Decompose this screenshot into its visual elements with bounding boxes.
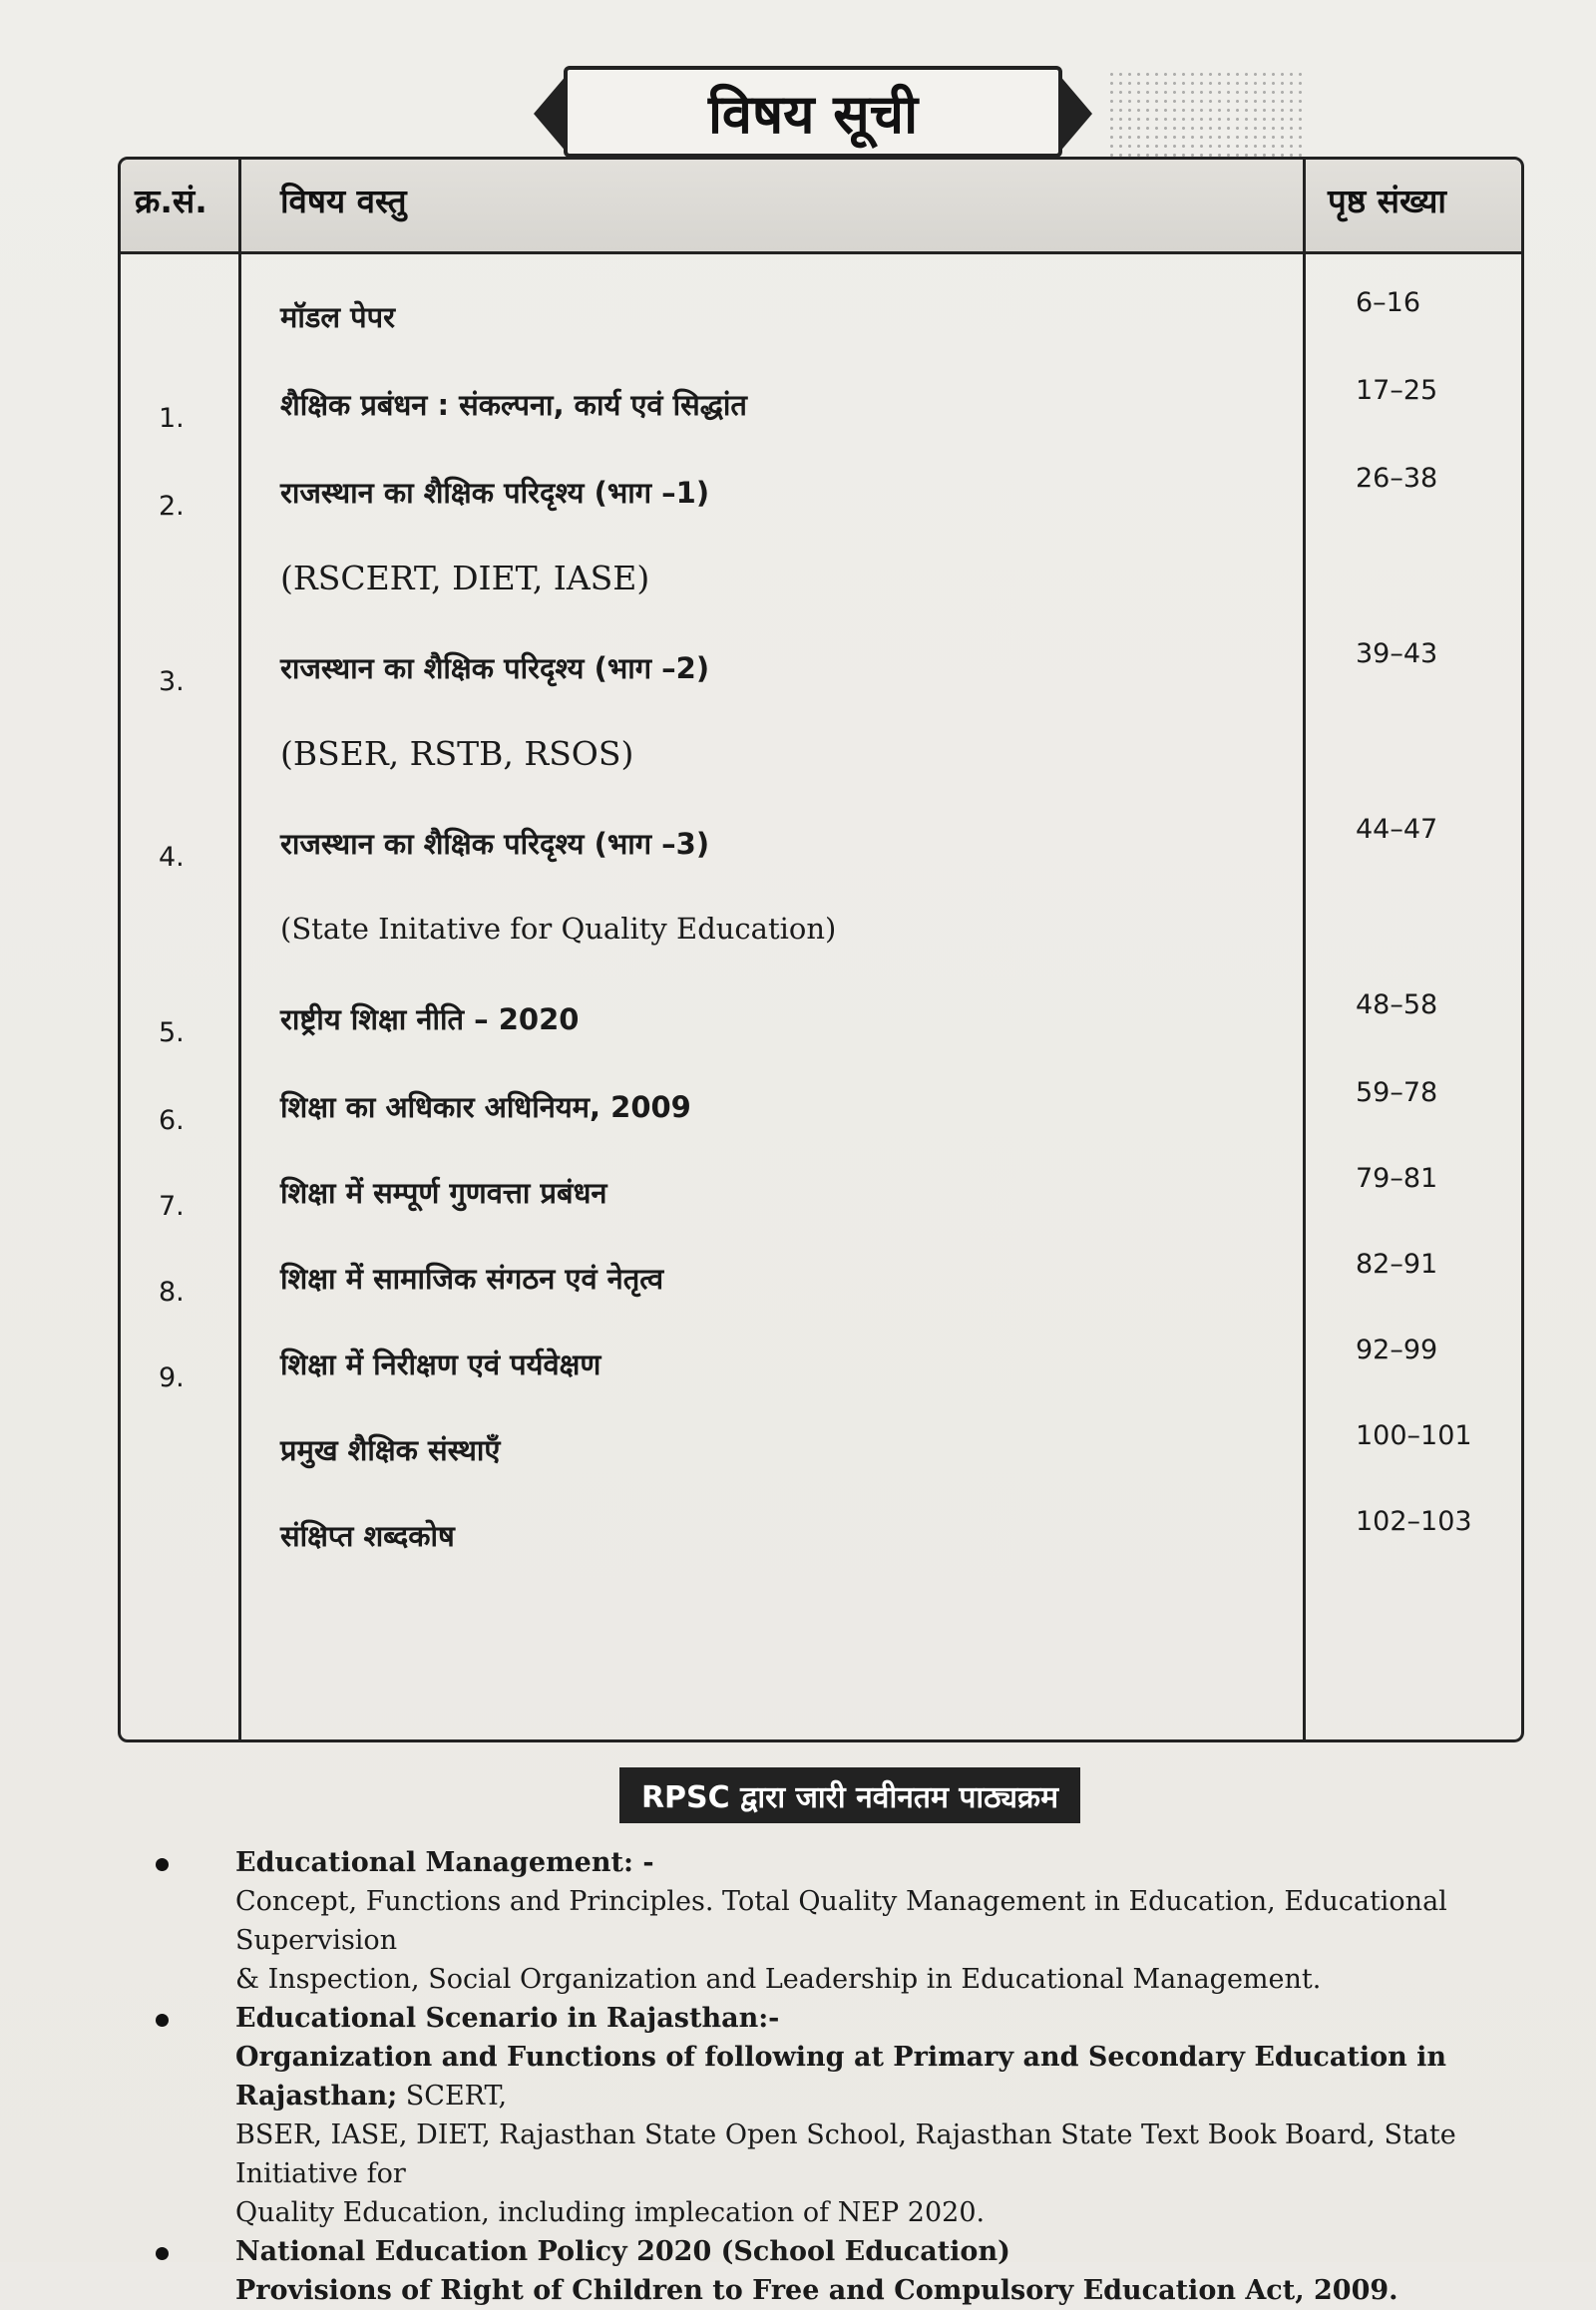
syllabus-line: Quality Education, including implecation of NEP 2020. xyxy=(235,2197,986,2228)
syllabus-item xyxy=(150,2232,1546,2310)
row-title: संक्षिप्त शब्दकोष xyxy=(280,1519,455,1553)
table-row xyxy=(121,1420,1521,1490)
syllabus-line: Provisions of Right of Children to Free and Compulsory Education Act, 2009. xyxy=(235,2275,1398,2306)
syllabus-line: BSER, IASE, DIET, Rajasthan State Open School, Rajasthan State Text Book Board, State Initiative for xyxy=(235,2119,1456,2189)
table-row xyxy=(121,989,1521,1059)
row-page: 100–101 xyxy=(1356,1420,1472,1451)
halftone-dots-decoration xyxy=(1107,70,1307,170)
page-title: विषय सूची xyxy=(707,83,919,146)
row-title: (BSER, RSTB, RSOS) xyxy=(280,734,634,773)
row-number: 3. xyxy=(159,666,185,697)
syllabus-line: & Inspection, Social Organization and Leadership in Educational Management. xyxy=(235,1964,1322,1995)
row-title: राजस्थान का शैक्षिक परिदृश्य (भाग –3) xyxy=(280,827,710,861)
header-page: पृष्ठ संख्या xyxy=(1328,182,1446,220)
row-title: (RSCERT, DIET, IASE) xyxy=(280,559,650,597)
table-row xyxy=(121,1506,1521,1576)
row-page: 6–16 xyxy=(1356,287,1421,318)
syllabus-line xyxy=(235,2038,1546,2116)
row-page: 17–25 xyxy=(1356,375,1438,406)
row-page: 39–43 xyxy=(1356,638,1438,669)
row-number: 1. xyxy=(159,403,185,434)
row-number: 9. xyxy=(159,1362,185,1393)
right-arrow-decoration xyxy=(1058,74,1092,154)
table-row xyxy=(121,1077,1521,1147)
table-row xyxy=(121,287,1521,357)
syllabus-item xyxy=(150,1999,1546,2232)
title-box xyxy=(564,66,1062,158)
header-serial: क्र.सं. xyxy=(135,182,207,220)
syllabus-heading: Educational Scenario in Rajasthan:- xyxy=(235,2003,780,2034)
row-page: 26–38 xyxy=(1356,463,1438,494)
table-row xyxy=(121,912,1521,971)
bullet-icon xyxy=(156,2014,169,2027)
table-row xyxy=(121,1249,1521,1319)
header-content: विषय वस्तु xyxy=(280,182,407,220)
row-title: राष्ट्रीय शिक्षा नीति – 2020 xyxy=(280,1002,580,1036)
table-row xyxy=(121,638,1521,708)
row-title: राजस्थान का शैक्षिक परिदृश्य (भाग –1) xyxy=(280,476,710,510)
row-page: 59–78 xyxy=(1356,1077,1438,1108)
syllabus-heading: Educational Management: - xyxy=(235,1847,654,1878)
left-arrow-decoration xyxy=(534,74,568,154)
title-banner xyxy=(534,66,1092,162)
row-page: 102–103 xyxy=(1356,1506,1472,1537)
table-row xyxy=(121,1163,1521,1233)
row-number: 2. xyxy=(159,491,185,522)
contents-table xyxy=(118,157,1524,1742)
syllabus-heading: National Education Policy 2020 (School Education) xyxy=(235,2236,1010,2267)
row-title: प्रमुख शैक्षिक संस्थाएँ xyxy=(280,1433,501,1467)
syllabus-item xyxy=(150,1843,1546,1999)
row-page: 79–81 xyxy=(1356,1163,1438,1194)
bullet-icon xyxy=(156,2247,169,2260)
syllabus-list xyxy=(150,1843,1546,2310)
row-page: 44–47 xyxy=(1356,814,1438,845)
row-title: राजस्थान का शैक्षिक परिदृश्य (भाग –2) xyxy=(280,651,710,685)
row-number: 6. xyxy=(159,1105,185,1136)
bullet-icon xyxy=(156,1858,169,1871)
row-title: शिक्षा का अधिकार अधिनियम, 2009 xyxy=(280,1090,691,1124)
table-row xyxy=(121,559,1521,618)
row-title: मॉडल पेपर xyxy=(280,300,395,334)
row-number: 8. xyxy=(159,1277,185,1308)
syllabus-banner xyxy=(619,1767,1080,1823)
syllabus-bold-lead: Organization and Functions of following at Primary and Secondary Education in Rajasthan; xyxy=(235,2042,1446,2112)
table-row xyxy=(121,734,1521,794)
syllabus-line: Concept, Functions and Principles. Total Quality Management in Education, Educational Supervision xyxy=(235,1886,1447,1956)
syllabus-banner-text: RPSC द्वारा जारी नवीनतम पाठ्यक्रम xyxy=(640,1779,1059,1815)
table-header xyxy=(121,160,1521,254)
syllabus-line-tail: SCERT, xyxy=(397,2081,508,2112)
table-row xyxy=(121,1335,1521,1404)
row-title: शिक्षा में सामाजिक संगठन एवं नेतृत्व xyxy=(280,1262,664,1296)
table-row xyxy=(121,463,1521,533)
row-title: शिक्षा में सम्पूर्ण गुणवत्ता प्रबंधन xyxy=(280,1176,607,1210)
row-page: 92–99 xyxy=(1356,1335,1438,1365)
table-row xyxy=(121,375,1521,445)
row-number: 4. xyxy=(159,842,185,873)
row-page: 48–58 xyxy=(1356,989,1438,1020)
row-number: 7. xyxy=(159,1191,185,1222)
row-title: (State Initative for Quality Education) xyxy=(280,912,837,946)
table-row xyxy=(121,814,1521,884)
row-number: 5. xyxy=(159,1017,185,1048)
row-page: 82–91 xyxy=(1356,1249,1438,1280)
row-title: शिक्षा में निरीक्षण एवं पर्यवेक्षण xyxy=(280,1348,601,1381)
row-title: शैक्षिक प्रबंधन : संकल्पना, कार्य एवं सिद्धांत xyxy=(280,388,747,422)
